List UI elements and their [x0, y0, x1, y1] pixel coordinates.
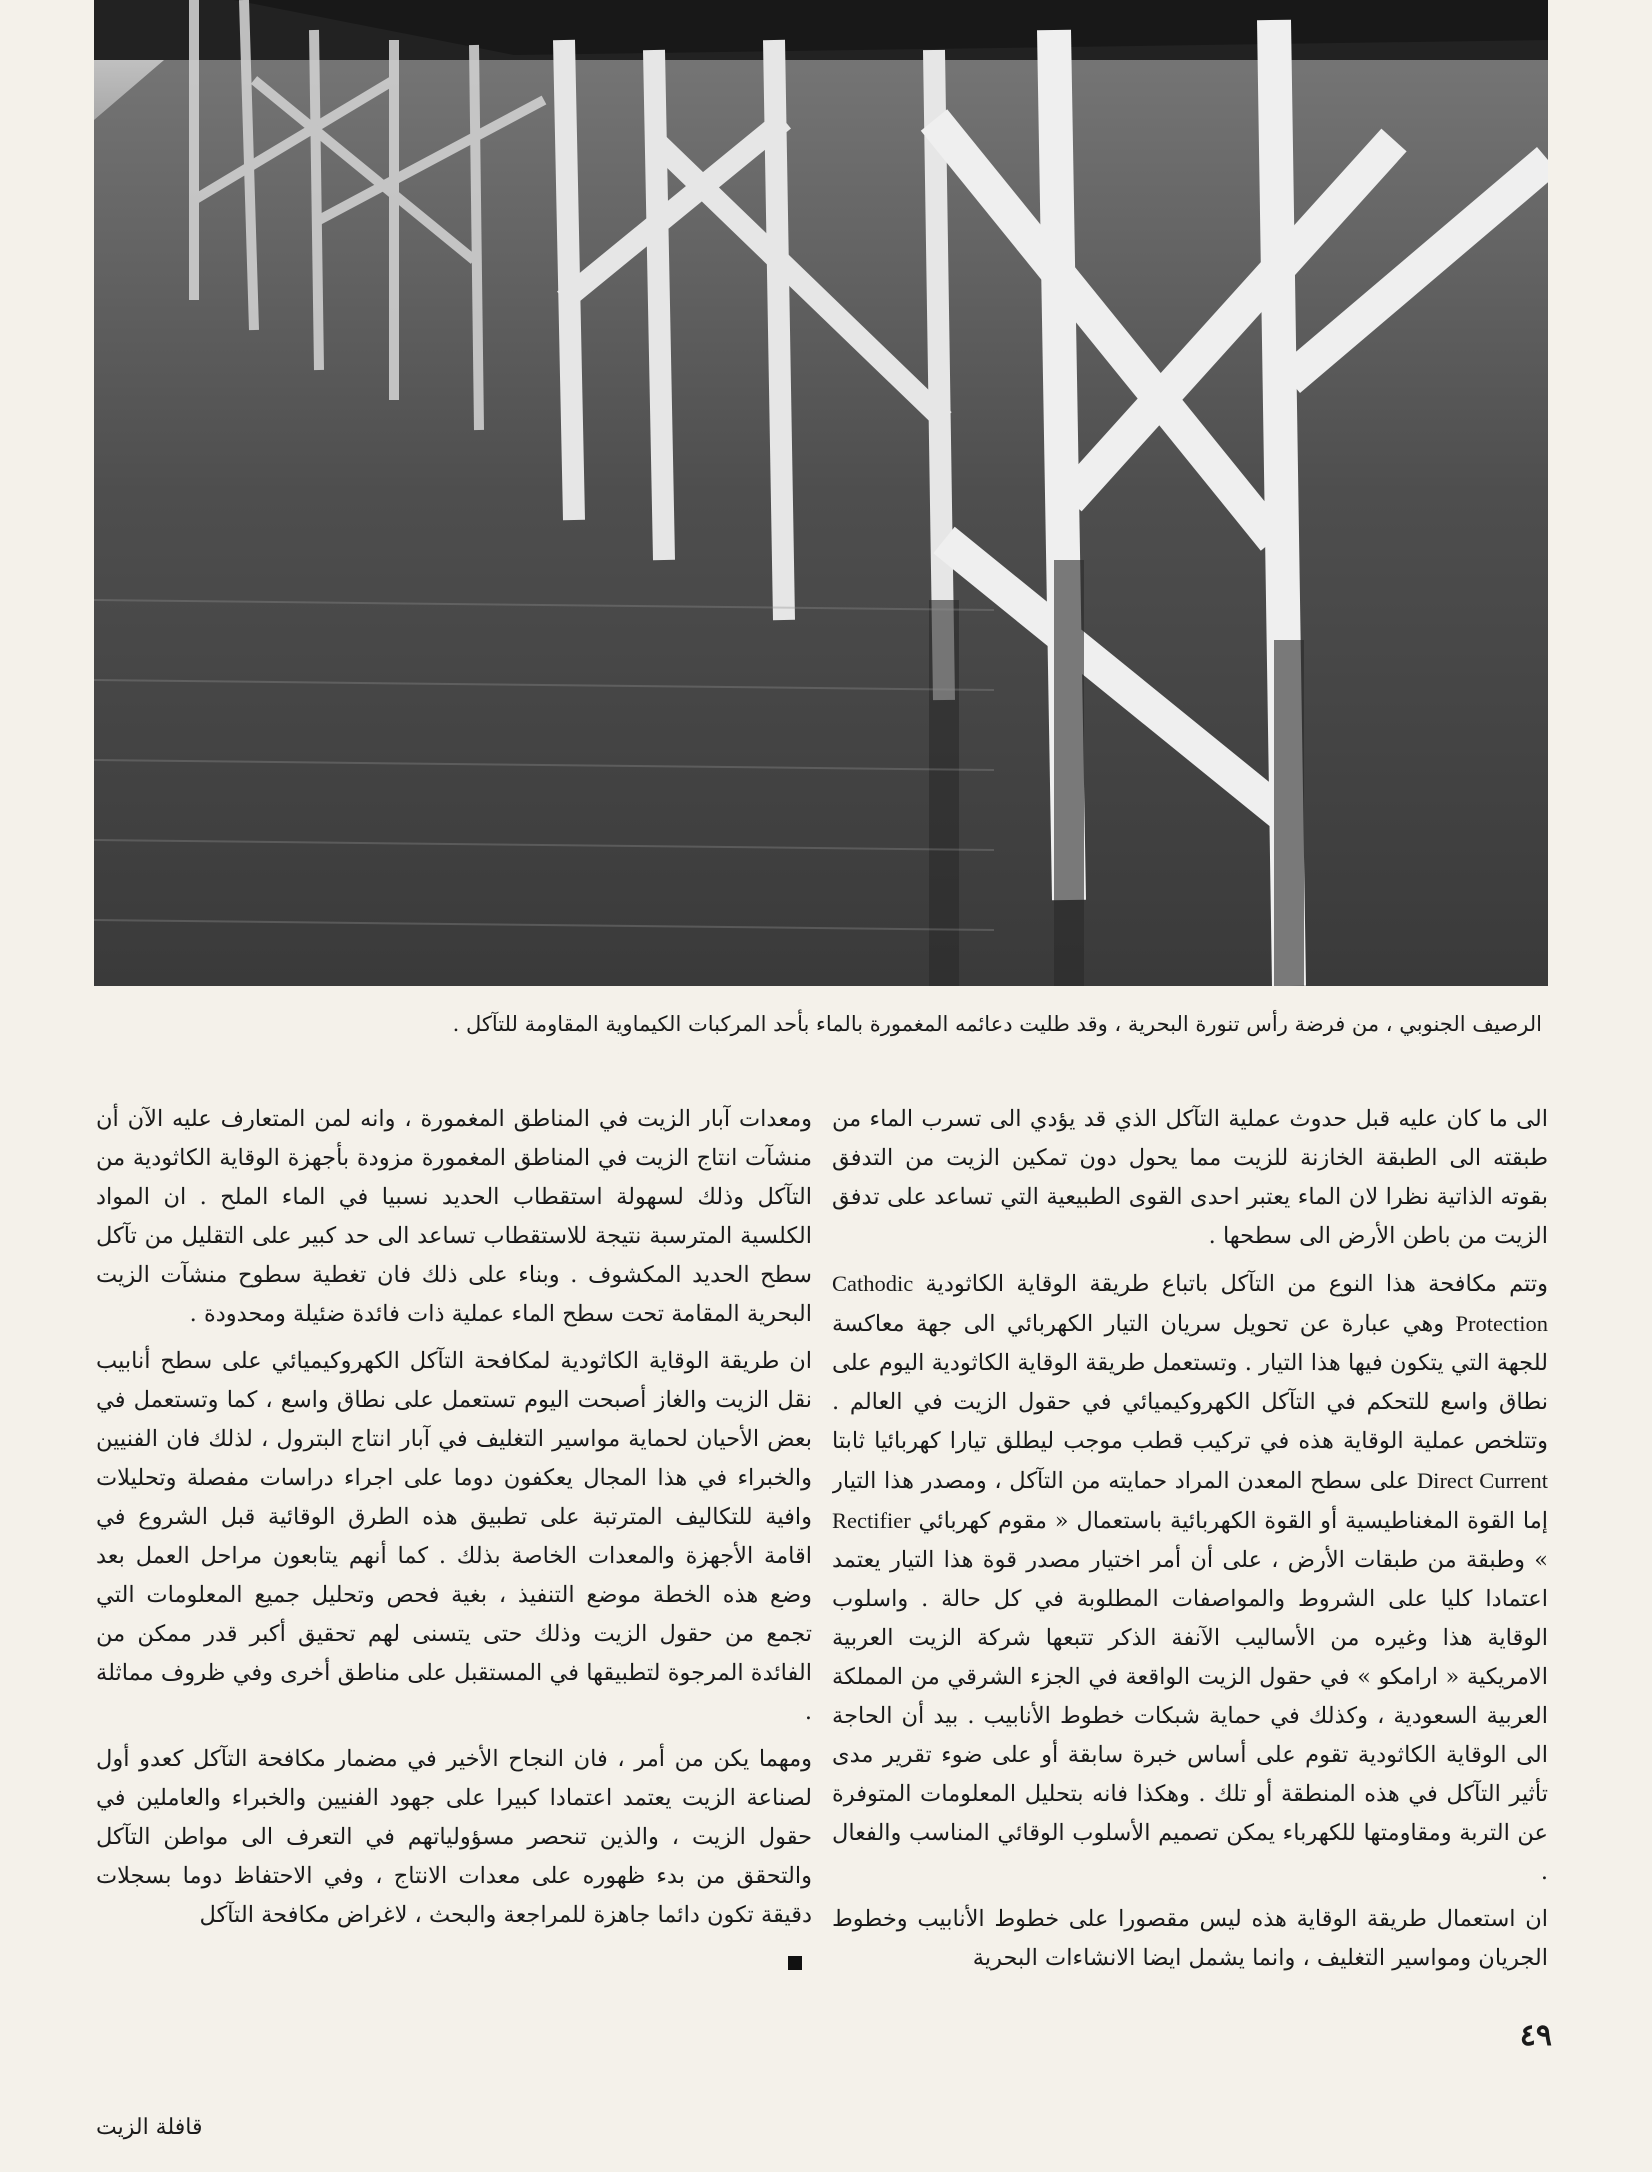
paragraph: الى ما كان عليه قبل حدوث عملية التآكل الذي قد يؤدي الى تسرب الماء من طبقته الى الطبقة الخازنة للزيت مما يحول دون تمكين الزيت من التدفق بقوته الذاتية نظرا لان الماء يعتبر احدى القوى الطبيعية التي تساعد على تدفق الزيت من باطن الأرض الى سطحها . [832, 1106, 1548, 1249]
pier-photo [94, 0, 1548, 986]
paragraph: ومعدات آبار الزيت في المناطق المغمورة ، وانه لمن المتعارف عليه الآن أن منشآت انتاج الزيت في المناطق المغمورة مزودة بأجهزة الوقاية الكاثودية من التآكل وذلك لسهولة استقطاب الحديد نسبيا في الماء الملح . ان المواد الكلسية المترسبة نتيجة للاستقطاب تساعد الى حد كبير على التقليل من تآكل سطح الحديد المكشوف . وبناء على ذلك فان تغطية سطوح منشآت الزيت البحرية المقامة تحت سطح الماء عملية ذات فائدة ضئيلة ومحدودة . [96, 1106, 812, 1327]
magazine-name: قافلة الزيت [96, 2115, 203, 2140]
end-row [96, 1943, 812, 1973]
paragraph: ان طريقة الوقاية الكاثودية لمكافحة التآكل الكهروكيميائي على سطح أنابيب نقل الزيت والغاز أصبحت اليوم تستعمل على نطاق واسع ، كما وتستعمل في بعض الأحيان لحماية مواسير التغليف في آبار انتاج البترول ، لذلك فان الفنيين والخبراء في هذا المجال يعكفون دوما على اجراء دراسات مفصلة وتحليلات وافية للتكاليف المترتبة على تطبيق هذه الطرق الوقائية قبل الشروع في اقامة الأجهزة والمعدات الخاصة بذلك . كما أنهم يتابعون مراحل العمل بعد وضع هذه الخطة موضع التنفيذ ، بغية فحص وتحليل جميع المعلومات التي تجمع من حقول الزيت وذلك حتى يتسنى لهم تحقيق أكبر قدر ممكن من الفائدة المرجوة لتطبيقها في المستقبل على مناطق أخرى وفي ظروف مماثلة . [96, 1348, 812, 1725]
page-number: ٤٩ [1519, 2018, 1552, 2053]
paragraph: ومهما يكن من أمر ، فان النجاح الأخير في مضمار مكافحة التآكل كعدو أول لصناعة الزيت يعتمد اعتمادا كبيرا على جهود الفنيين والخبراء والعاملين في حقول الزيت ، والذين تنحصر مسؤولياتهم في التعرف الى مواطن التآكل والتحقق من بدء ظهوره على معدات الانتاج ، وفي الاحتفاظ دوما بسجلات دقيقة تكون دائما جاهزة للمراجعة والبحث ، لاغراض مكافحة التآكل [96, 1746, 812, 1928]
article-column-left [96, 1100, 812, 2000]
photo-caption: الرصيف الجنوبي ، من فرضة رأس تنورة البحرية ، وقد طليت دعائمه المغمورة بالماء بأحد المركبات الكيماوية المقاومة للتآكل . [452, 1012, 1542, 1036]
end-of-article-square-icon [788, 1956, 802, 1970]
paragraph-text: وهي عبارة عن تحويل سريان التيار الكهربائي الى جهة معاكسة للجهة التي يتكون فيها هذا التيار . وتستعمل طريقة الوقاية الكاثودية اليوم على نطاق واسع للتحكم في التآكل الكهروكيميائي في حقول الزيت في العالم . وتتلخص عملية الوقاية هذه في تركيب قطب موجب ليطلق تيارا كهربائيا ثابتا [832, 1311, 1548, 1454]
pier-structure-illustration [94, 0, 1548, 986]
paragraph: ان استعمال طريقة الوقاية هذه ليس مقصورا على خطوط الأنابيب وخطوط الجريان ومواسير التغليف ، وانما يشمل ايضا الانشاءات البحرية [832, 1906, 1548, 1971]
paragraph-text: على سطح المعدن المراد حمايته من التآكل ، ومصدر هذا التيار إما القوة المغناطيسية أو القوة الكهربائية باستعمال « مقوم كهربائي [832, 1468, 1548, 1534]
latin-term: Cathodic Protection [832, 1271, 1548, 1336]
latin-term: Direct Current [1416, 1468, 1548, 1493]
paragraph-text: وتتم مكافحة هذا النوع من التآكل باتباع طريقة الوقاية الكاثودية [925, 1271, 1548, 1297]
paragraph-text: » وطبقة من طبقات الأرض ، على أن أمر اختيار مصدر قوة هذا التيار يعتمد اعتمادا كليا على الشروط والمواصفات المطلوبة في كل حالة . واسلوب الوقاية هذا وغيره من الأساليب الآنفة الذكر تتبعها شركة الزيت العربية الامريكية « ارامكو » في حقول الزيت الواقعة في الجزء الشرقي من المملكة العربية السعودية ، وكذلك في حماية شبكات خطوط الأنابيب . بيد أن الحاجة الى الوقاية الكاثودية تقوم على أساس خبرة سابقة أو على ضوء تقرير مدى تأثير التآكل في هذه المنطقة أو تلك . وهكذا فانه بتحليل المعلومات المتوفرة عن التربة ومقاومتها للكهرباء يمكن تصميم الأسلوب الوقائي المناسب والفعال . [832, 1547, 1548, 1885]
latin-term: Rectifier [832, 1508, 911, 1533]
article-column-right [832, 1100, 1548, 2000]
paragraph [832, 1264, 1548, 1892]
